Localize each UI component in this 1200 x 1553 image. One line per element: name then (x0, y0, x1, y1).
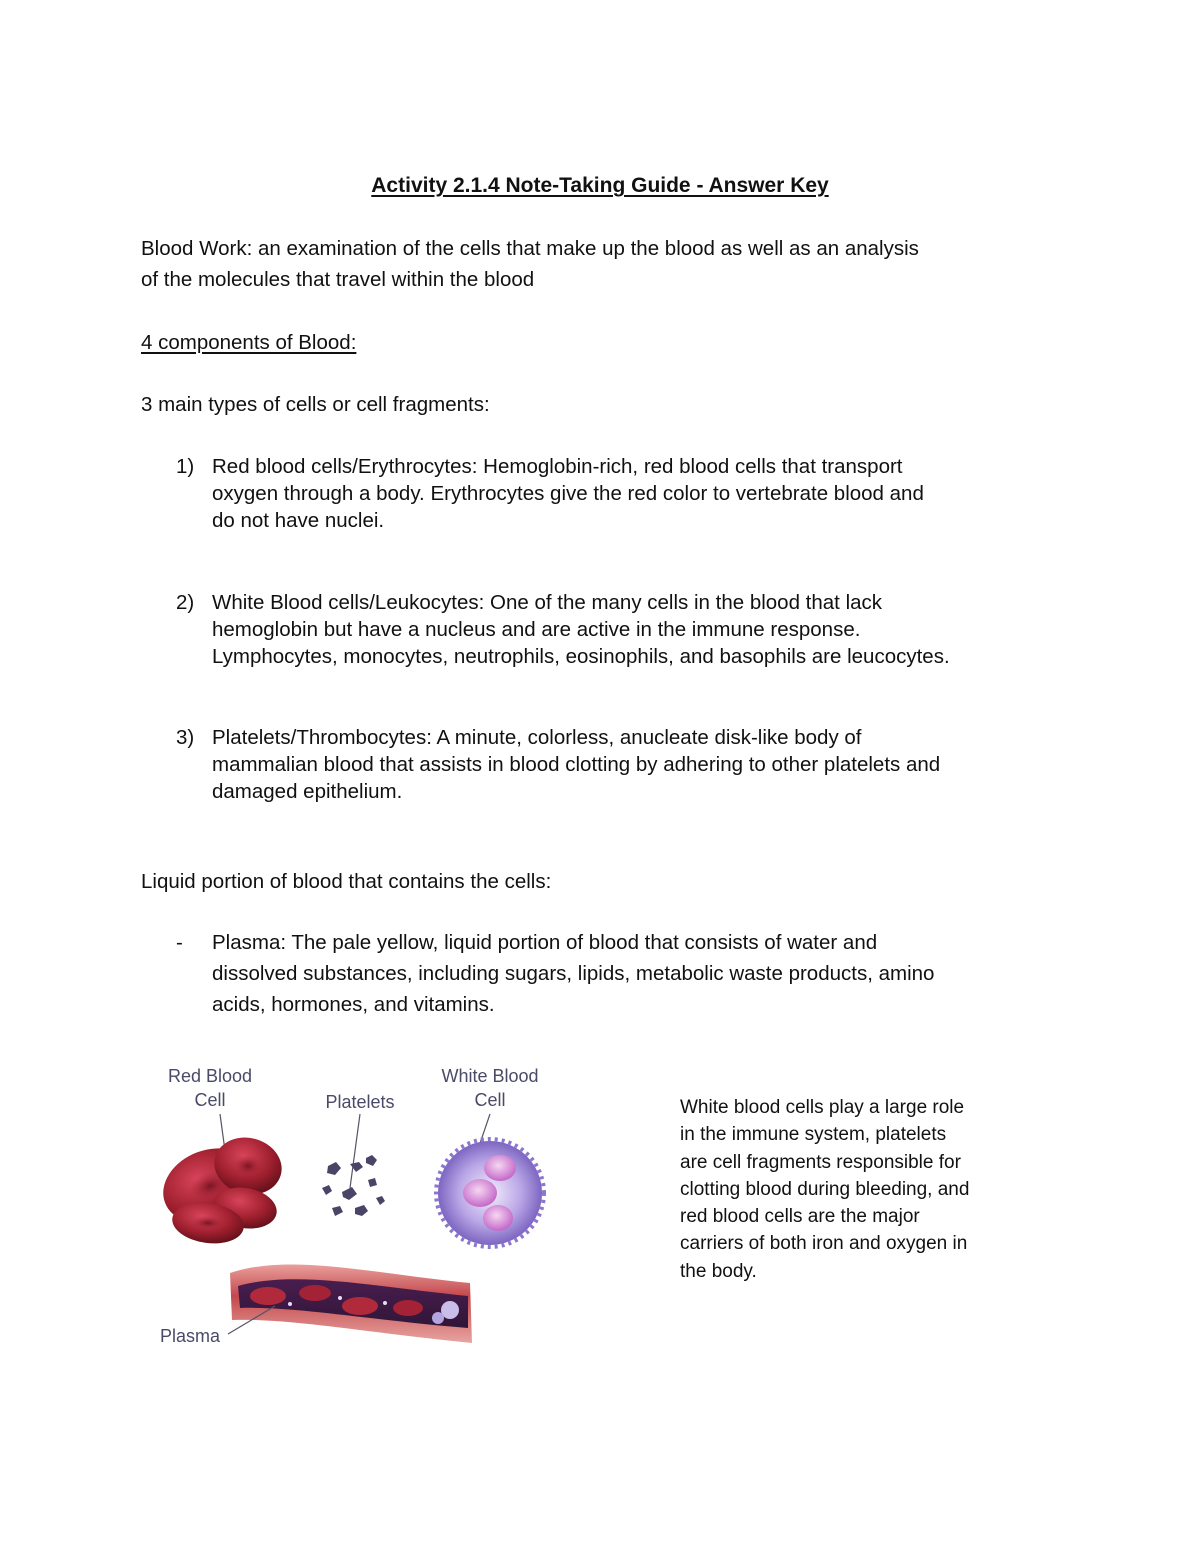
label-line: Red Blood (167, 1066, 253, 1086)
white-blood-cell-image (436, 1139, 544, 1247)
caption-line: White blood cells play a large role (680, 1097, 965, 1118)
caption-line: are cell fragments responsible for (680, 1151, 961, 1173)
caption-line: carriers of both iron and oxygen in (680, 1233, 968, 1255)
blood-work-definition (141, 233, 1071, 295)
blood-work-line-1: Blood Work: an examination of the cells that make up the blood as well as an analysis (141, 237, 919, 260)
item-text (212, 724, 1072, 805)
item-text (212, 589, 1072, 670)
item-line: Red blood cells/Erythrocytes: Hemoglobin-rich, red blood cells that transport (212, 455, 903, 478)
white-blood-cell-label (430, 1064, 550, 1112)
figure-caption (680, 1094, 1020, 1285)
item-text (212, 453, 1072, 534)
caption-line: clotting blood during bleeding, and (680, 1178, 970, 1200)
red-blood-cells-image (153, 1130, 289, 1248)
bullet-marker: - (176, 931, 183, 954)
plasma-label: Plasma (160, 1326, 221, 1346)
label-line: Cell (194, 1090, 226, 1110)
blood-components-figure (150, 1058, 570, 1358)
liquid-heading: Liquid portion of blood that contains the cells: (141, 870, 552, 893)
platelets-image (322, 1155, 385, 1216)
item-line: Lymphocytes, monocytes, neutrophils, eosinophils, and basophils are leucocytes. (212, 645, 950, 668)
item-number: 2) (176, 591, 195, 614)
bullet-line: dissolved substances, including sugars, lipids, metabolic waste products, amino (212, 962, 935, 985)
item-line: White Blood cells/Leukocytes: One of the many cells in the blood that lack (212, 591, 883, 614)
platelets-label: Platelets (325, 1092, 395, 1112)
bullet-text (212, 927, 1072, 1020)
item-line: damaged epithelium. (212, 780, 403, 803)
caption-line: the body. (680, 1260, 757, 1282)
item-line: do not have nuclei. (212, 509, 385, 532)
red-blood-cell-label (155, 1064, 265, 1112)
item-line: hemoglobin but have a nucleus and are active in the immune response. (212, 618, 861, 641)
cells-heading: 3 main types of cells or cell fragments: (141, 393, 490, 416)
blood-vessel-image (230, 1264, 472, 1343)
bullet-line: acids, hormones, and vitamins. (212, 993, 495, 1016)
label-line: White Blood (441, 1066, 539, 1086)
page-title: Activity 2.1.4 Note-Taking Guide - Answer Key (371, 174, 829, 197)
item-line: Platelets/Thrombocytes: A minute, colorless, anucleate disk-like body of (212, 726, 862, 749)
components-heading: 4 components of Blood: (141, 331, 357, 354)
label-line: Cell (474, 1090, 506, 1110)
blood-work-line-2: of the molecules that travel within the blood (141, 268, 535, 291)
bullet-line: Plasma: The pale yellow, liquid portion of blood that consists of water and (212, 931, 878, 954)
caption-line: in the immune system, platelets (680, 1124, 947, 1146)
caption-line: red blood cells are the major (680, 1206, 920, 1228)
item-line: mammalian blood that assists in blood clotting by adhering to other platelets and (212, 753, 941, 776)
item-number: 1) (176, 455, 195, 478)
item-number: 3) (176, 726, 195, 749)
item-line: oxygen through a body. Erythrocytes give the red color to vertebrate blood and (212, 482, 924, 505)
